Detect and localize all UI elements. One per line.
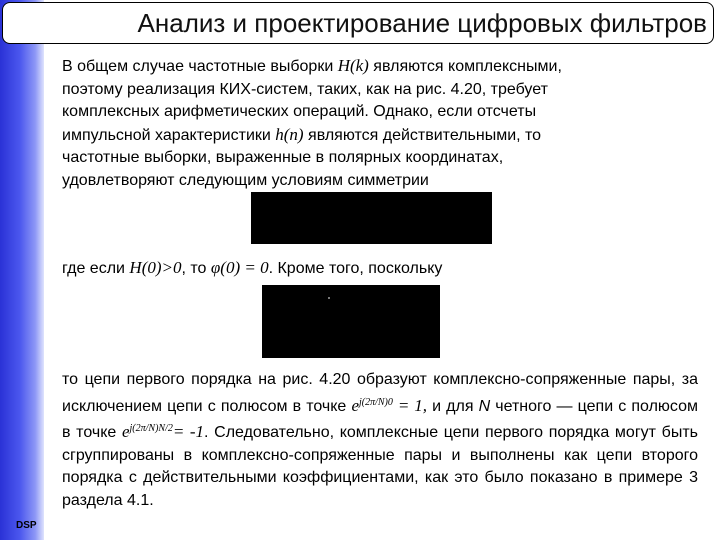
title-frame	[2, 2, 714, 44]
text: . Кроме того, поскольку	[268, 260, 443, 277]
sidebar-decoration	[0, 0, 44, 540]
formula-e2: e	[121, 422, 130, 441]
text: , то	[181, 260, 211, 277]
formula-hk: H(k)	[337, 56, 369, 75]
formula-h0: H(0)>0	[129, 258, 182, 277]
formula-hn: h(n)	[275, 124, 304, 144]
formula-phi: φ(0) = 0	[210, 258, 269, 277]
footer-label: DSP	[16, 520, 37, 531]
text: то цепи первого порядка на рис. 4.20 образуют комплексно-сопряженные пары, за исключением цепи с полюсом в точке	[62, 371, 698, 415]
equation-image-symmetry	[251, 192, 492, 244]
paragraph-condition	[62, 257, 582, 281]
formula-e2-exponent: j(2π/N)N/2	[129, 423, 173, 434]
text: . Следовательно, комплексные цепи первого порядка могут быть сгруппированы в комплексно-сопряженные пары и выполнены как цепи второго порядка с действительными коэффициентами, как это было показано в примере 3 раздела 4.1.	[62, 424, 699, 509]
formula-e1-exponent: j(2π/N)0	[358, 396, 393, 408]
text: В общем случае частотные выборки	[62, 58, 338, 75]
paragraph-intro	[62, 55, 562, 192]
formula-e1: e	[351, 395, 359, 415]
paragraph-conclusion	[62, 369, 698, 512]
equation-image-poles	[262, 285, 440, 358]
text: и для	[426, 397, 479, 415]
page-title: Анализ и проектирование цифровых фильтров	[137, 8, 707, 38]
equation-dot	[328, 297, 330, 299]
text: являются комплексными, поэтому реализация КИХ-систем, таких, как на рис. 4.20, требует комплексных арифметических операций. Однако, если отсчеты импульсной характеристики	[62, 58, 562, 144]
formula-n: N	[478, 397, 491, 415]
text: где если	[62, 260, 130, 277]
formula-e1-value: = 1,	[392, 395, 427, 415]
text: являются действительными, то частотные выборки, выраженные в полярных координатах, удовлетворяют следующим условиям симметрии	[62, 126, 542, 189]
formula-e2-value: = -1	[172, 422, 205, 441]
text: четного — цепи с полюсом в точке	[62, 397, 698, 441]
